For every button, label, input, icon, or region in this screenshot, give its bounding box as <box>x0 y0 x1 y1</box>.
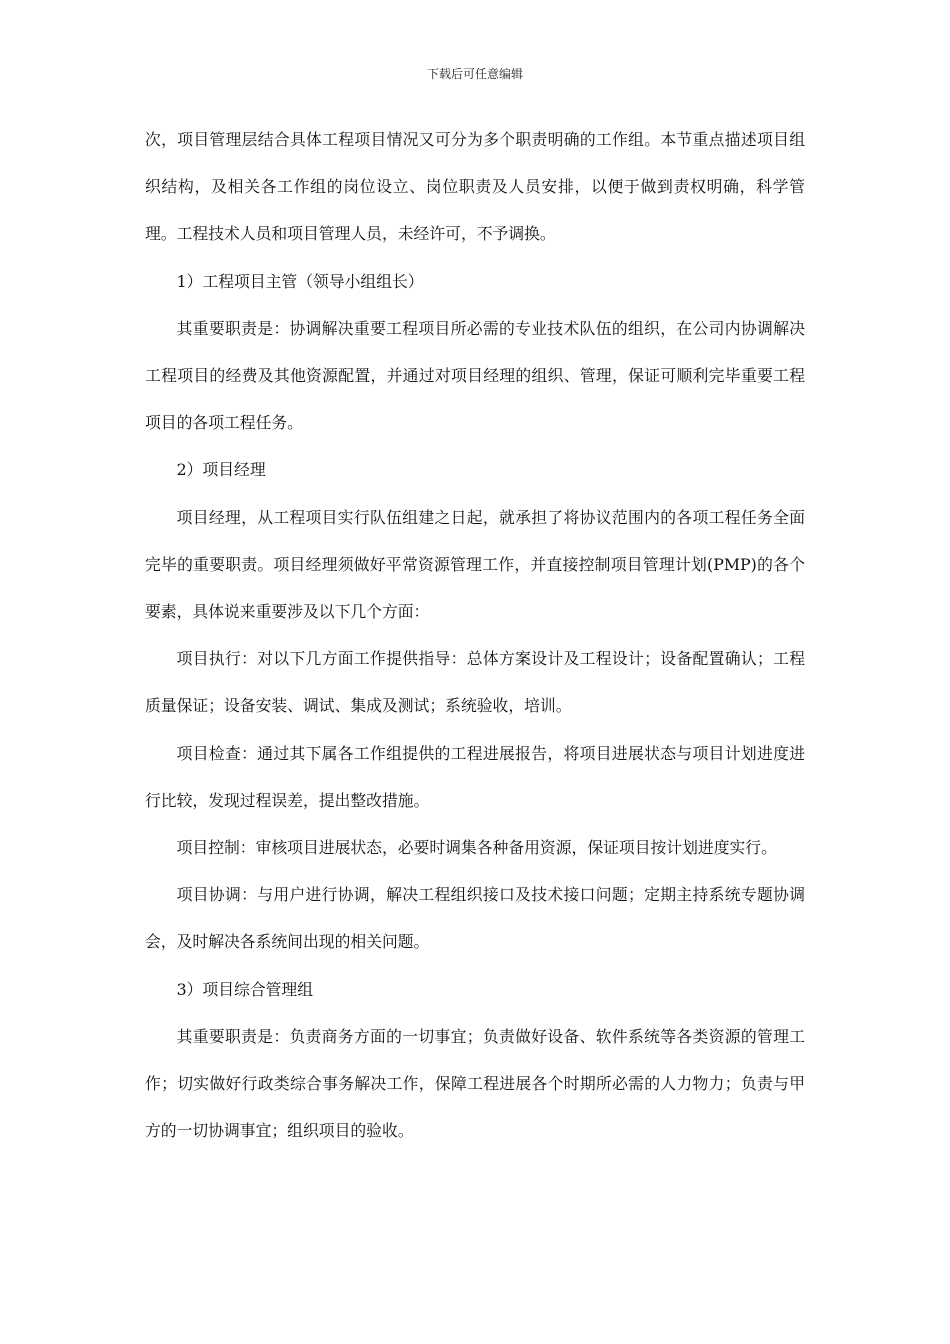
section-heading-management-group: 3）项目综合管理组 <box>176 979 314 999</box>
document-body <box>145 116 805 1154</box>
page-header: 下载后可任意编辑 <box>426 67 523 81</box>
paragraph-project-coordination: 项目协调：与用户进行协调，解决工程组织接口及技术接口问题；定期主持系统专题协调会，及时解决各系统间出现的相关问题。 <box>145 885 805 952</box>
paragraph-continuation: 次，项目管理层结合具体工程项目情况又可分为多个职责明确的工作组。本节重点描述项目组织结构，及相关各工作组的岗位设立、岗位职责及人员安排，以便于做到责权明确，科学管理。工程技术人员和项目管理人员，未经许可，不予调换。 <box>145 130 805 244</box>
paragraph-project-control: 项目控制：审核项目进展状态，必要时调集各种备用资源，保证项目按计划进度实行。 <box>176 838 777 858</box>
paragraph-project-inspection: 项目检查：通过其下属各工作组提供的工程进展报告，将项目进展状态与项目计划进度进行比较，发现过程误差，提出整改措施。 <box>145 743 805 810</box>
section-heading-project-supervisor: 1）工程项目主管（领导小组组长） <box>176 271 424 291</box>
paragraph-supervisor-duties: 其重要职责是：协调解决重要工程项目所必需的专业技术队伍的组织，在公司内协调解决工程项目的经费及其他资源配置，并通过对项目经理的组织、管理，保证可顺利完毕重要工程项目的各项工程任务。 <box>145 318 805 433</box>
paragraph-manager-duties: 项目经理，从工程项目实行队伍组建之日起，就承担了将协议范围内的各项工程任务全面完毕的重要职责。项目经理须做好平常资源管理工作，并直接控制项目管理计划(PMP)的各个要素，具体说来重要涉及以下几个方面： <box>145 507 805 622</box>
paragraph-project-execution: 项目执行：对以下几方面工作提供指导：总体方案设计及工程设计；设备配置确认；工程质量保证；设备安装、调试、集成及测试；系统验收，培训。 <box>145 649 805 716</box>
section-heading-project-manager: 2）项目经理 <box>176 460 266 480</box>
paragraph-management-group-duties: 其重要职责是：负责商务方面的一切事宜；负责做好设备、软件系统等各类资源的管理工作；切实做好行政类综合事务解决工作，保障工程进展各个时期所必需的人力物力；负责与甲方的一切协调事宜；组织项目的验收。 <box>145 1026 805 1141</box>
